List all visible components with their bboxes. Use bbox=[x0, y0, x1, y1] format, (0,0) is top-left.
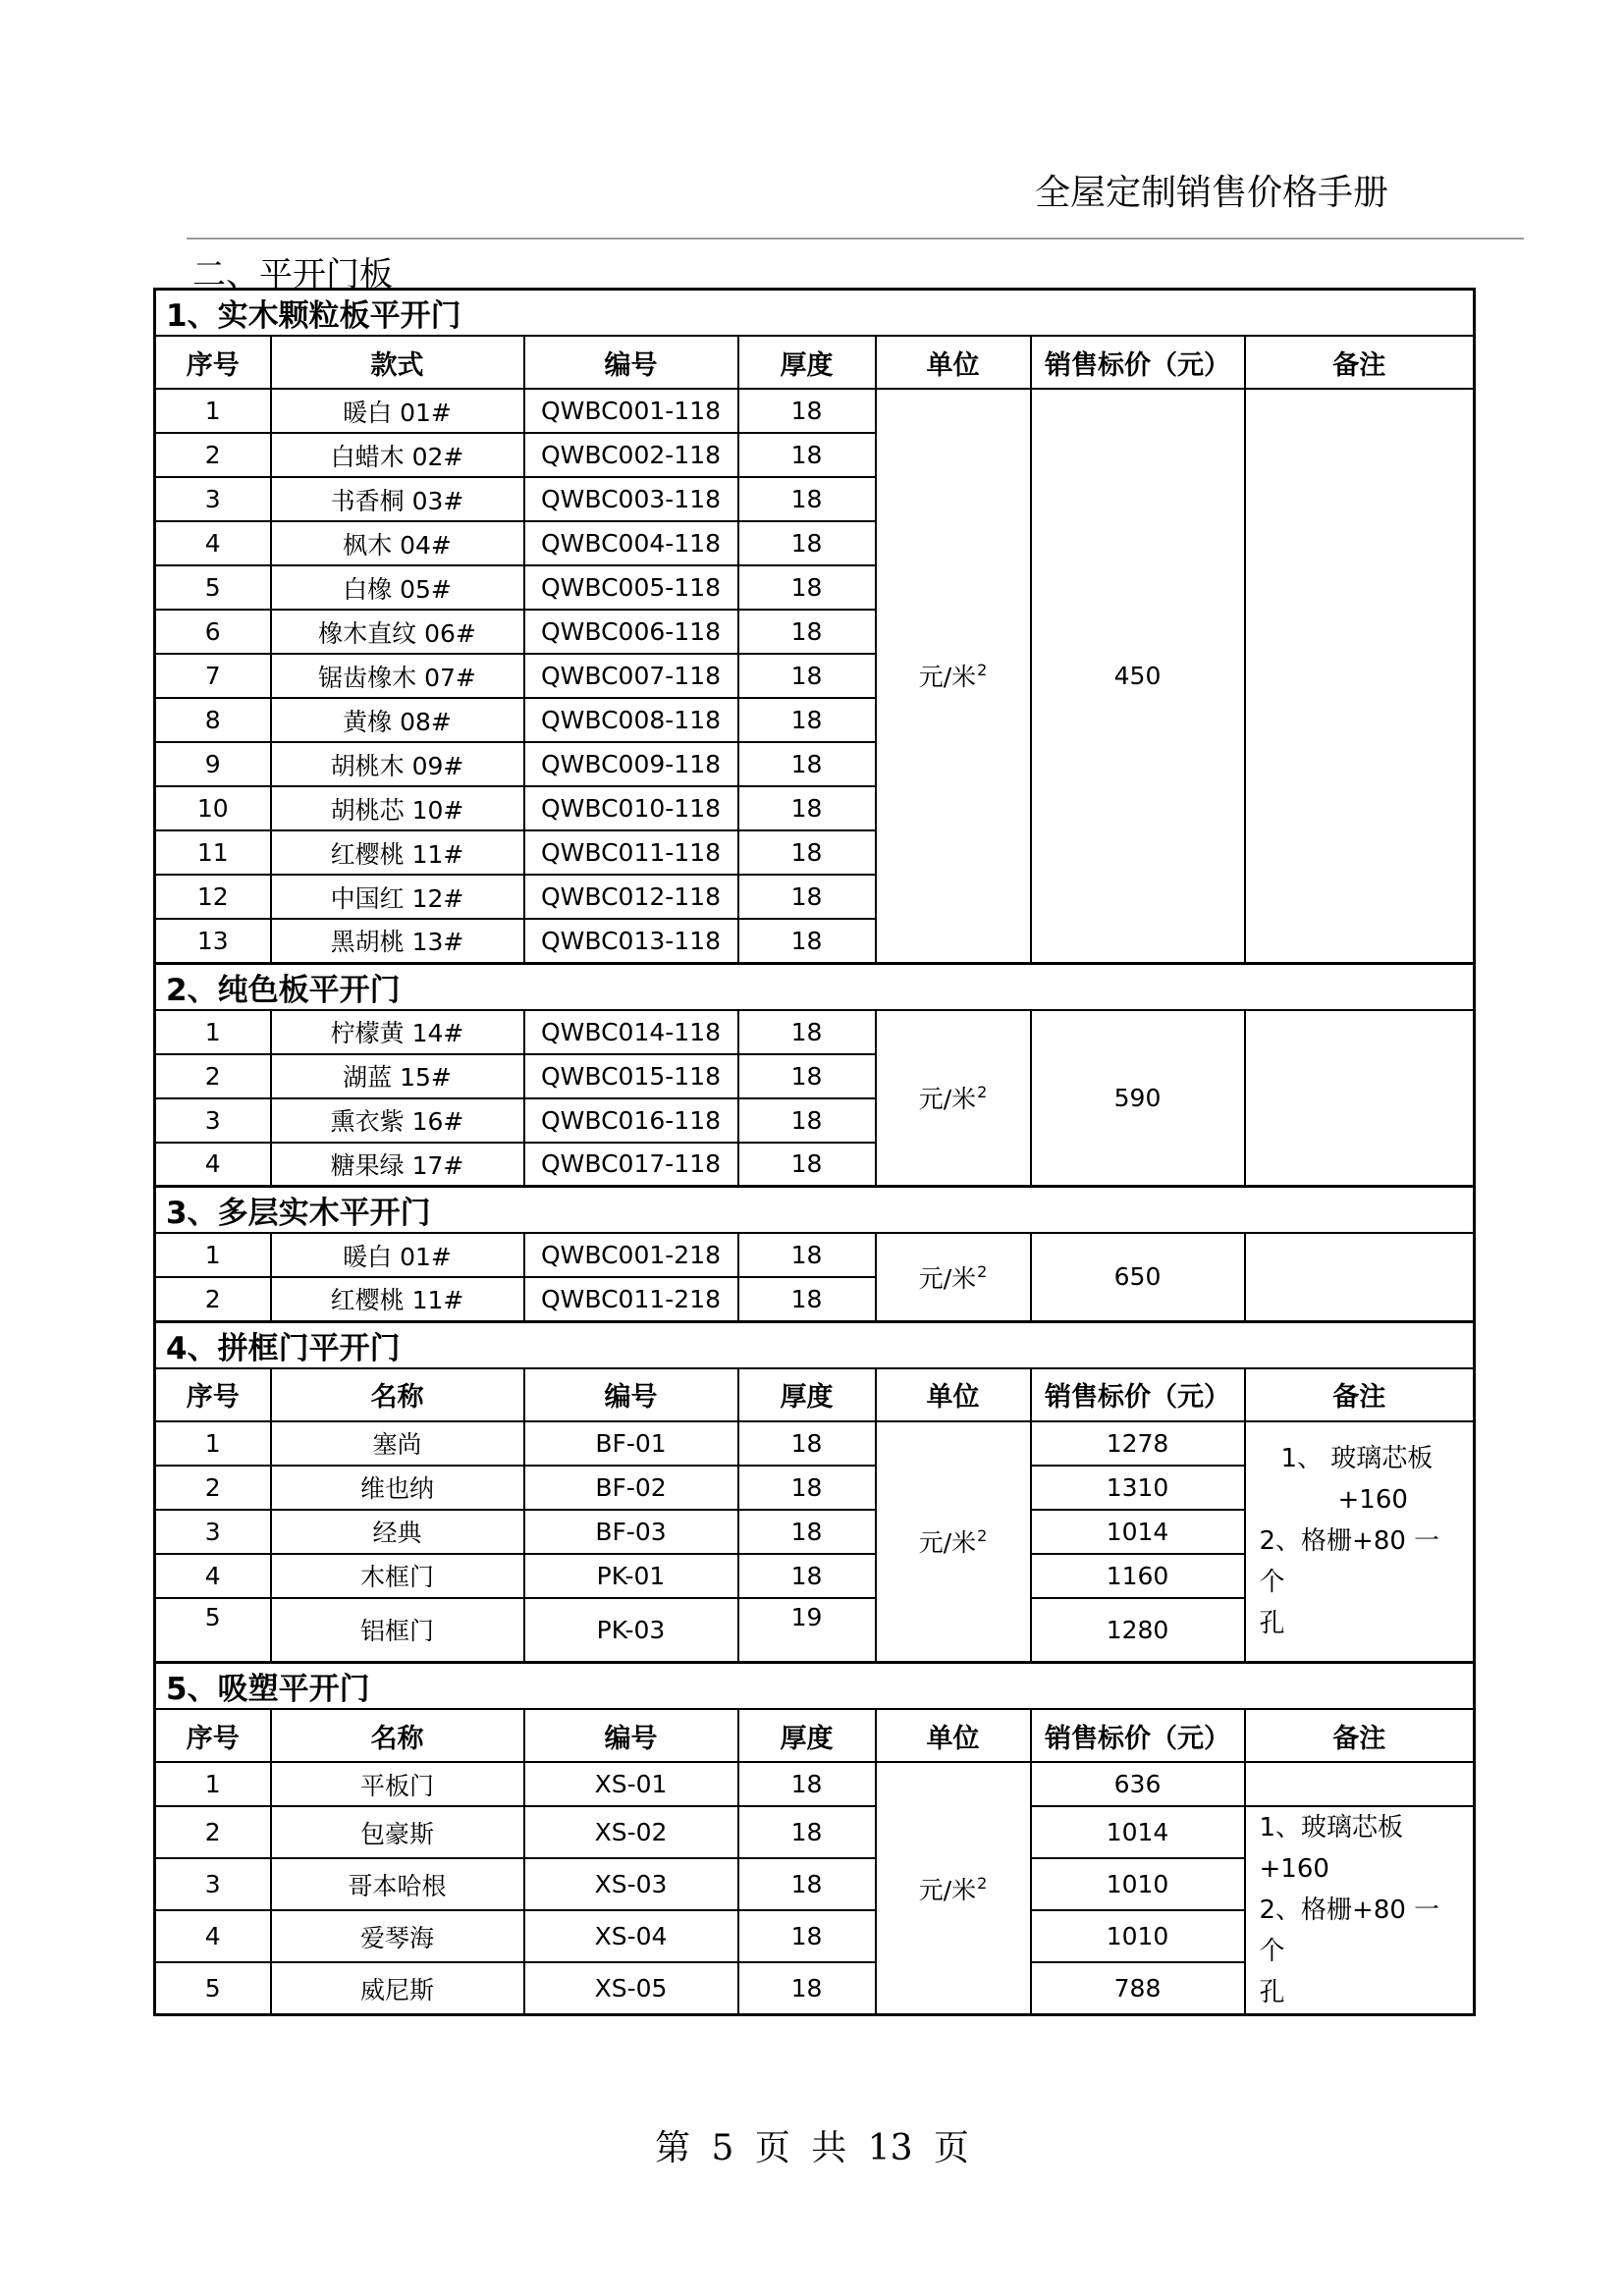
remark-line: 1、玻璃芯板+160 bbox=[1259, 1813, 1404, 1884]
row-price: 1014 bbox=[1031, 1510, 1245, 1554]
unit-text: 元/米 bbox=[918, 1085, 977, 1114]
header-divider bbox=[187, 238, 1524, 240]
row-no: 2 bbox=[155, 1806, 271, 1858]
row-thickness: 18 bbox=[738, 654, 876, 698]
row-name: 红樱桃 11# bbox=[271, 1277, 524, 1321]
col-header-name: 名称 bbox=[271, 1709, 524, 1762]
row-thickness: 18 bbox=[738, 1762, 876, 1806]
row-price: 1160 bbox=[1031, 1554, 1245, 1598]
row-code: QWBC014-118 bbox=[524, 1010, 738, 1054]
unit-superscript: 2 bbox=[977, 661, 988, 680]
col-header-remark: 备注 bbox=[1245, 1709, 1475, 1762]
section-title: 二、平开门板 bbox=[192, 255, 393, 294]
row-code: QWBC016-118 bbox=[524, 1098, 738, 1143]
row-thickness: 18 bbox=[738, 875, 876, 919]
row-thickness: 18 bbox=[738, 477, 876, 521]
table-row bbox=[155, 1421, 1475, 1466]
row-no: 2 bbox=[155, 433, 271, 477]
unit-cell bbox=[876, 1421, 1031, 1663]
row-thickness: 18 bbox=[738, 786, 876, 830]
row-name: 黄橡 08# bbox=[271, 698, 524, 742]
table-row bbox=[155, 1233, 1475, 1277]
row-no: 1 bbox=[155, 1421, 271, 1466]
row-no: 4 bbox=[155, 521, 271, 565]
group-title: 4、拼框门平开门 bbox=[155, 1321, 1475, 1368]
price-table bbox=[153, 288, 1476, 2016]
running-header-title: 全屋定制销售价格手册 bbox=[1034, 173, 1388, 213]
col-header-remark: 备注 bbox=[1245, 1368, 1475, 1421]
column-header-row bbox=[155, 336, 1475, 389]
remark-line: +160 bbox=[1337, 1485, 1408, 1516]
row-no: 5 bbox=[155, 1962, 271, 2014]
row-name: 黑胡桃 13# bbox=[271, 919, 524, 963]
row-code: QWBC011-118 bbox=[524, 830, 738, 875]
row-name: 白蜡木 02# bbox=[271, 433, 524, 477]
remark-cell bbox=[1245, 1233, 1475, 1321]
row-name: 红樱桃 11# bbox=[271, 830, 524, 875]
row-thickness: 18 bbox=[738, 565, 876, 610]
row-code: PK-03 bbox=[524, 1598, 738, 1663]
row-code: QWBC005-118 bbox=[524, 565, 738, 610]
row-name: 熏衣紫 16# bbox=[271, 1098, 524, 1143]
row-no: 5 bbox=[155, 1598, 271, 1663]
row-thickness: 18 bbox=[738, 919, 876, 963]
row-no: 1 bbox=[155, 1233, 271, 1277]
row-thickness: 18 bbox=[738, 1421, 876, 1466]
col-header-name: 名称 bbox=[271, 1368, 524, 1421]
row-no: 4 bbox=[155, 1143, 271, 1187]
row-thickness: 18 bbox=[738, 1962, 876, 2014]
col-header-code: 编号 bbox=[524, 336, 738, 389]
row-code: BF-02 bbox=[524, 1466, 738, 1510]
row-code: QWBC017-118 bbox=[524, 1143, 738, 1187]
row-thickness: 18 bbox=[738, 389, 876, 433]
row-price: 1278 bbox=[1031, 1421, 1245, 1466]
row-price: 788 bbox=[1031, 1962, 1245, 2014]
row-name: 铝框门 bbox=[271, 1598, 524, 1663]
unit-superscript: 2 bbox=[977, 1873, 988, 1893]
group-title: 1、实木颗粒板平开门 bbox=[155, 290, 1475, 337]
row-no: 7 bbox=[155, 654, 271, 698]
row-name: 中国红 12# bbox=[271, 875, 524, 919]
unit-cell bbox=[876, 1762, 1031, 2015]
row-code: BF-03 bbox=[524, 1510, 738, 1554]
col-header-price: 销售标价（元） bbox=[1031, 1368, 1245, 1421]
row-price: 1010 bbox=[1031, 1910, 1245, 1962]
row-name: 塞尚 bbox=[271, 1421, 524, 1466]
row-code: QWBC003-118 bbox=[524, 477, 738, 521]
unit-superscript: 2 bbox=[977, 1526, 988, 1546]
unit-cell bbox=[876, 1233, 1031, 1321]
row-thickness: 18 bbox=[738, 1910, 876, 1962]
row-price: 1280 bbox=[1031, 1598, 1245, 1663]
col-header-thickness: 厚度 bbox=[738, 1368, 876, 1421]
col-header-no: 序号 bbox=[155, 1709, 271, 1762]
unit-text: 元/米 bbox=[918, 1875, 977, 1904]
row-price: 1010 bbox=[1031, 1858, 1245, 1910]
table-row bbox=[155, 1010, 1475, 1054]
table-row bbox=[155, 1806, 1475, 1858]
remark-cell bbox=[1245, 389, 1475, 963]
group-title: 2、纯色板平开门 bbox=[155, 963, 1475, 1010]
row-thickness: 18 bbox=[738, 830, 876, 875]
unit-text: 元/米 bbox=[918, 1263, 977, 1293]
row-thickness: 18 bbox=[738, 1143, 876, 1187]
table-row bbox=[155, 1762, 1475, 1806]
col-header-style: 款式 bbox=[271, 336, 524, 389]
row-thickness: 18 bbox=[738, 1010, 876, 1054]
row-code: QWBC009-118 bbox=[524, 742, 738, 786]
row-name: 暖白 01# bbox=[271, 389, 524, 433]
row-thickness: 18 bbox=[738, 433, 876, 477]
row-no: 9 bbox=[155, 742, 271, 786]
row-name: 暖白 01# bbox=[271, 1233, 524, 1277]
group-title: 3、多层实木平开门 bbox=[155, 1187, 1475, 1234]
row-no: 3 bbox=[155, 1098, 271, 1143]
row-name: 维也纳 bbox=[271, 1466, 524, 1510]
row-no: 1 bbox=[155, 389, 271, 433]
row-name: 爱琴海 bbox=[271, 1910, 524, 1962]
price-table-wrapper bbox=[153, 288, 1473, 2016]
row-name: 柠檬黄 14# bbox=[271, 1010, 524, 1054]
remark-cell-empty bbox=[1245, 1762, 1475, 1806]
row-name: 糖果绿 17# bbox=[271, 1143, 524, 1187]
group-title: 5、吸塑平开门 bbox=[155, 1663, 1475, 1710]
column-header-row bbox=[155, 1368, 1475, 1421]
row-code: QWBC015-118 bbox=[524, 1054, 738, 1098]
row-thickness: 18 bbox=[738, 1806, 876, 1858]
row-no: 11 bbox=[155, 830, 271, 875]
row-name: 威尼斯 bbox=[271, 1962, 524, 2014]
row-thickness: 18 bbox=[738, 1466, 876, 1510]
row-no: 1 bbox=[155, 1762, 271, 1806]
price-cell: 650 bbox=[1031, 1233, 1245, 1321]
row-thickness: 18 bbox=[738, 1858, 876, 1910]
row-no: 5 bbox=[155, 565, 271, 610]
row-code: QWBC001-118 bbox=[524, 389, 738, 433]
row-price: 1310 bbox=[1031, 1466, 1245, 1510]
row-thickness: 18 bbox=[738, 610, 876, 654]
row-name: 湖蓝 15# bbox=[271, 1054, 524, 1098]
col-header-code: 编号 bbox=[524, 1368, 738, 1421]
col-header-unit: 单位 bbox=[876, 1368, 1031, 1421]
unit-superscript: 2 bbox=[977, 1083, 988, 1102]
row-no: 2 bbox=[155, 1277, 271, 1321]
remark-line: 孔 bbox=[1259, 1609, 1285, 1639]
row-no: 3 bbox=[155, 1510, 271, 1554]
row-name: 橡木直纹 06# bbox=[271, 610, 524, 654]
row-no: 2 bbox=[155, 1054, 271, 1098]
row-code: PK-01 bbox=[524, 1554, 738, 1598]
row-name: 书香桐 03# bbox=[271, 477, 524, 521]
col-header-unit: 单位 bbox=[876, 336, 1031, 389]
row-name: 枫木 04# bbox=[271, 521, 524, 565]
row-code: QWBC006-118 bbox=[524, 610, 738, 654]
col-header-price: 销售标价（元） bbox=[1031, 336, 1245, 389]
row-code: XS-02 bbox=[524, 1806, 738, 1858]
price-cell: 590 bbox=[1031, 1010, 1245, 1187]
row-code: QWBC008-118 bbox=[524, 698, 738, 742]
row-code: QWBC012-118 bbox=[524, 875, 738, 919]
remark-cell bbox=[1245, 1421, 1475, 1663]
row-name: 平板门 bbox=[271, 1762, 524, 1806]
row-code: XS-03 bbox=[524, 1858, 738, 1910]
col-header-no: 序号 bbox=[155, 1368, 271, 1421]
row-no: 3 bbox=[155, 1858, 271, 1910]
row-no: 8 bbox=[155, 698, 271, 742]
row-thickness: 19 bbox=[738, 1598, 876, 1663]
col-header-price: 销售标价（元） bbox=[1031, 1709, 1245, 1762]
row-price: 1014 bbox=[1031, 1806, 1245, 1858]
row-no: 4 bbox=[155, 1554, 271, 1598]
row-code: QWBC007-118 bbox=[524, 654, 738, 698]
row-code: BF-01 bbox=[524, 1421, 738, 1466]
row-code: XS-04 bbox=[524, 1910, 738, 1962]
unit-cell bbox=[876, 1010, 1031, 1187]
row-no: 13 bbox=[155, 919, 271, 963]
col-header-code: 编号 bbox=[524, 1709, 738, 1762]
remark-line: 孔 bbox=[1259, 1978, 1285, 2007]
row-name: 木框门 bbox=[271, 1554, 524, 1598]
col-header-no: 序号 bbox=[155, 336, 271, 389]
row-code: QWBC001-218 bbox=[524, 1233, 738, 1277]
col-header-remark: 备注 bbox=[1245, 336, 1475, 389]
row-code: QWBC010-118 bbox=[524, 786, 738, 830]
row-code: XS-01 bbox=[524, 1762, 738, 1806]
row-no: 12 bbox=[155, 875, 271, 919]
row-price: 636 bbox=[1031, 1762, 1245, 1806]
row-name: 锯齿橡木 07# bbox=[271, 654, 524, 698]
row-thickness: 18 bbox=[738, 1233, 876, 1277]
row-no: 4 bbox=[155, 1910, 271, 1962]
remark-line: 1、 玻璃芯板 bbox=[1280, 1444, 1434, 1474]
remark-cell bbox=[1245, 1806, 1475, 2015]
col-header-thickness: 厚度 bbox=[738, 336, 876, 389]
row-name: 包豪斯 bbox=[271, 1806, 524, 1858]
row-thickness: 18 bbox=[738, 1098, 876, 1143]
remark-line: 2、格栅+80 一个 bbox=[1259, 1896, 1440, 1966]
row-thickness: 18 bbox=[738, 1054, 876, 1098]
unit-text: 元/米 bbox=[918, 1528, 977, 1558]
remark-cell bbox=[1245, 1010, 1475, 1187]
col-header-unit: 单位 bbox=[876, 1709, 1031, 1762]
row-thickness: 18 bbox=[738, 1554, 876, 1598]
row-thickness: 18 bbox=[738, 698, 876, 742]
row-name: 胡桃木 09# bbox=[271, 742, 524, 786]
row-code: QWBC004-118 bbox=[524, 521, 738, 565]
price-cell: 450 bbox=[1031, 389, 1245, 963]
row-no: 3 bbox=[155, 477, 271, 521]
row-name: 胡桃芯 10# bbox=[271, 786, 524, 830]
unit-cell bbox=[876, 389, 1031, 963]
row-name: 白橡 05# bbox=[271, 565, 524, 610]
row-thickness: 18 bbox=[738, 1510, 876, 1554]
table-row bbox=[155, 389, 1475, 433]
unit-text: 元/米 bbox=[918, 663, 977, 692]
col-header-thickness: 厚度 bbox=[738, 1709, 876, 1762]
row-code: QWBC011-218 bbox=[524, 1277, 738, 1321]
row-code: QWBC013-118 bbox=[524, 919, 738, 963]
row-code: QWBC002-118 bbox=[524, 433, 738, 477]
row-thickness: 18 bbox=[738, 1277, 876, 1321]
remark-line: 2、格栅+80 一个 bbox=[1259, 1526, 1440, 1598]
row-no: 1 bbox=[155, 1010, 271, 1054]
column-header-row bbox=[155, 1709, 1475, 1762]
row-name: 哥本哈根 bbox=[271, 1858, 524, 1910]
row-no: 2 bbox=[155, 1466, 271, 1510]
unit-superscript: 2 bbox=[977, 1261, 988, 1281]
row-no: 6 bbox=[155, 610, 271, 654]
row-thickness: 18 bbox=[738, 742, 876, 786]
row-thickness: 18 bbox=[738, 521, 876, 565]
row-code: XS-05 bbox=[524, 1962, 738, 2014]
page-footer: 第 5 页 共 13 页 bbox=[655, 2128, 969, 2168]
row-name: 经典 bbox=[271, 1510, 524, 1554]
row-no: 10 bbox=[155, 786, 271, 830]
